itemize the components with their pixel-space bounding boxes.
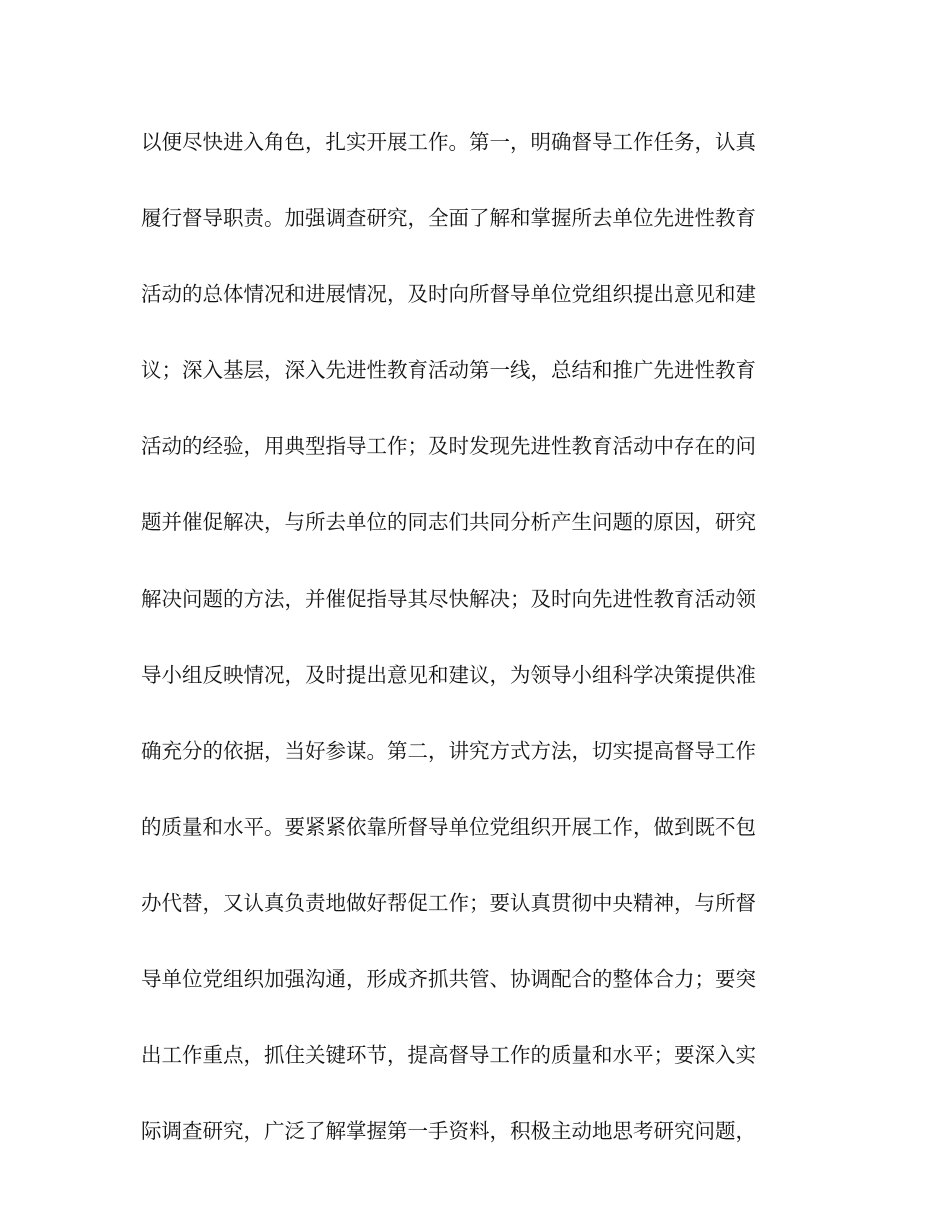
body-text [141, 124, 811, 1189]
text-line: 以便尽快进入角色，扎实开展工作。第一，明确督导工作任务，认真 [141, 130, 756, 154]
text-line: 议；深入基层，深入先进性教育活动第一线，总结和推广先进性教育 [141, 358, 756, 383]
text-line: 办代替，又认真负责地做好帮促工作；要认真贯彻中央精神，与所督 [141, 890, 756, 915]
text-line: 活动的经验，用典型指导工作；及时发现先进性教育活动中存在的问 [141, 434, 756, 459]
text-line: 题并催促解决，与所去单位的同志们共同分析产生问题的原因，研究 [141, 510, 756, 535]
text-line: 导小组反映情况，及时提出意见和建议，为领导小组科学决策提供准 [141, 662, 756, 687]
text-line: 确充分的依据，当好参谋。第二，讲究方式方法，切实提高督导工作 [141, 738, 756, 763]
text-line: 出工作重点，抓住关键环节，提高督导工作的质量和水平；要深入实 [141, 1043, 756, 1068]
text-line: 活动的总体情况和进展情况，及时向所督导单位党组织提出意见和建 [141, 282, 756, 307]
text-line: 的质量和水平。要紧紧依靠所督导单位党组织开展工作，做到既不包 [141, 814, 756, 839]
text-line: 际调查研究，广泛了解掌握第一手资料，积极主动地思考研究问题， [141, 1119, 756, 1144]
text-line: 导单位党组织加强沟通，形成齐抓共管、协调配合的整体合力；要突 [141, 967, 756, 992]
text-line: 解决问题的方法，并催促指导其尽快解决；及时向先进性教育活动领 [141, 586, 756, 611]
text-line: 履行督导职责。加强调查研究，全面了解和掌握所去单位先进性教育 [141, 206, 756, 231]
